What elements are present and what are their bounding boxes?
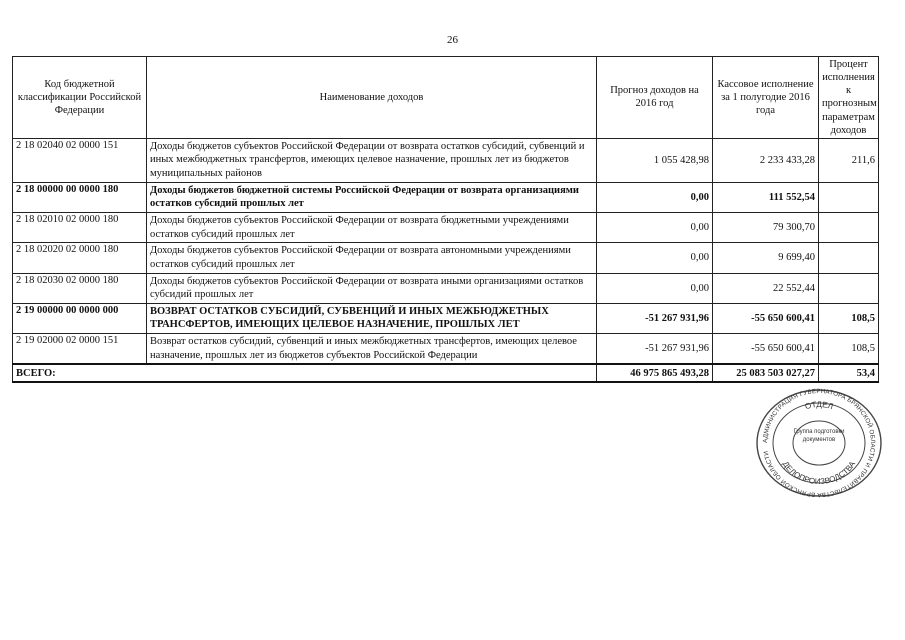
row-code: 2 18 02020 02 0000 180 — [13, 243, 147, 273]
header-forecast: Прогноз доходов на 2016 год — [597, 57, 713, 139]
page-number: 26 — [447, 34, 458, 46]
row-code: 2 18 02010 02 0000 180 — [13, 212, 147, 242]
header-name: Наименование доходов — [147, 57, 597, 139]
stamp-ring-text: АДМИНИСТРАЦИЯ ГУБЕРНАТОРА БРЯНСКОЙ ОБЛАСТИ И ПРАВИТЕЛЬСТВА БРЯНСКОЙ ОБЛАСТИ — [761, 388, 877, 498]
row-code: 2 18 02030 02 0000 180 — [13, 273, 147, 303]
row-percent: 108,5 — [819, 334, 879, 365]
revenue-table — [12, 56, 879, 383]
row-code: 2 19 02000 02 0000 151 — [13, 334, 147, 365]
row-name: Доходы бюджетов субъектов Российской Федерации от возврата автономными учреждениями остатков субсидий прошлых лет — [147, 243, 597, 273]
table-row — [13, 138, 879, 182]
total-row — [13, 364, 879, 382]
row-forecast: 0,00 — [597, 182, 713, 212]
table-row — [13, 243, 879, 273]
row-percent: 108,5 — [819, 303, 879, 333]
row-forecast: 0,00 — [597, 273, 713, 303]
svg-text:ДЕЛОПРОИЗВОДСТВА — [781, 459, 858, 486]
table-row — [13, 273, 879, 303]
row-percent — [819, 243, 879, 273]
row-name: Доходы бюджетов субъектов Российской Федерации от возврата остатков субсидий, субвенций и иных межбюджетных трансфертов, имеющих целевое назначение, прошлых лет из бюджетов муниципальных районов — [147, 138, 597, 182]
table-row — [13, 303, 879, 333]
stamp-arc-bottom: ДЕЛОПРОИЗВОДСТВА — [780, 459, 858, 487]
row-forecast: -51 267 931,96 — [597, 334, 713, 365]
table-row — [13, 334, 879, 365]
row-forecast: 1 055 428,98 — [597, 138, 713, 182]
table-header-row — [13, 57, 879, 139]
stamp-center-text: Группа подготовки документов — [793, 429, 845, 443]
row-cash: 9 699,40 — [713, 243, 819, 273]
row-code: 2 18 02040 02 0000 151 — [13, 138, 147, 182]
row-name: Доходы бюджетов субъектов Российской Федерации от возврата иными организациями остатков субсидий прошлых лет — [147, 273, 597, 303]
office-stamp — [754, 388, 884, 498]
row-percent — [819, 273, 879, 303]
row-cash: 22 552,44 — [713, 273, 819, 303]
row-name: Возврат остатков субсидий, субвенций и иных межбюджетных трансфертов, имеющих целевое назначение, прошлых лет из бюджетов субъектов Российской Федерации — [147, 334, 597, 365]
table-body — [13, 138, 879, 364]
row-percent: 211,6 — [819, 138, 879, 182]
row-code: 2 18 00000 00 0000 180 — [13, 182, 147, 212]
row-name: Доходы бюджетов бюджетной системы Российской Федерации от возврата организациями остатков субсидий прошлых лет — [147, 182, 597, 212]
total-cash: 25 083 503 027,27 — [713, 364, 819, 382]
row-percent — [819, 182, 879, 212]
table-row — [13, 212, 879, 242]
row-cash: 79 300,70 — [713, 212, 819, 242]
row-percent — [819, 212, 879, 242]
row-cash: -55 650 600,41 — [713, 303, 819, 333]
row-cash: 111 552,54 — [713, 182, 819, 212]
row-name: ВОЗВРАТ ОСТАТКОВ СУБСИДИЙ, СУБВЕНЦИЙ И ИНЫХ МЕЖБЮДЖЕТНЫХ ТРАНСФЕРТОВ, ИМЕЮЩИХ ЦЕЛЕВОЕ НАЗНАЧЕНИЕ, ПРОШЛЫХ ЛЕТ — [147, 303, 597, 333]
header-cash: Кассовое исполнение за 1 полугодие 2016 года — [713, 57, 819, 139]
svg-text:ОТДЕЛ — [804, 400, 834, 411]
row-cash: 2 233 433,28 — [713, 138, 819, 182]
total-forecast: 46 975 865 493,28 — [597, 364, 713, 382]
row-cash: -55 650 600,41 — [713, 334, 819, 365]
header-percent: Процент исполнения к прогнозным параметрам доходов — [819, 57, 879, 139]
total-percent: 53,4 — [819, 364, 879, 382]
total-label: ВСЕГО: — [13, 364, 597, 382]
row-name: Доходы бюджетов субъектов Российской Федерации от возврата бюджетными учреждениями остатков субсидий прошлых лет — [147, 212, 597, 242]
header-code: Код бюджетной классификации Российской Федерации — [13, 57, 147, 139]
row-forecast: 0,00 — [597, 243, 713, 273]
row-forecast: -51 267 931,96 — [597, 303, 713, 333]
row-code: 2 19 00000 00 0000 000 — [13, 303, 147, 333]
row-forecast: 0,00 — [597, 212, 713, 242]
table-row — [13, 182, 879, 212]
stamp-arc-top: ОТДЕЛ — [803, 399, 835, 412]
